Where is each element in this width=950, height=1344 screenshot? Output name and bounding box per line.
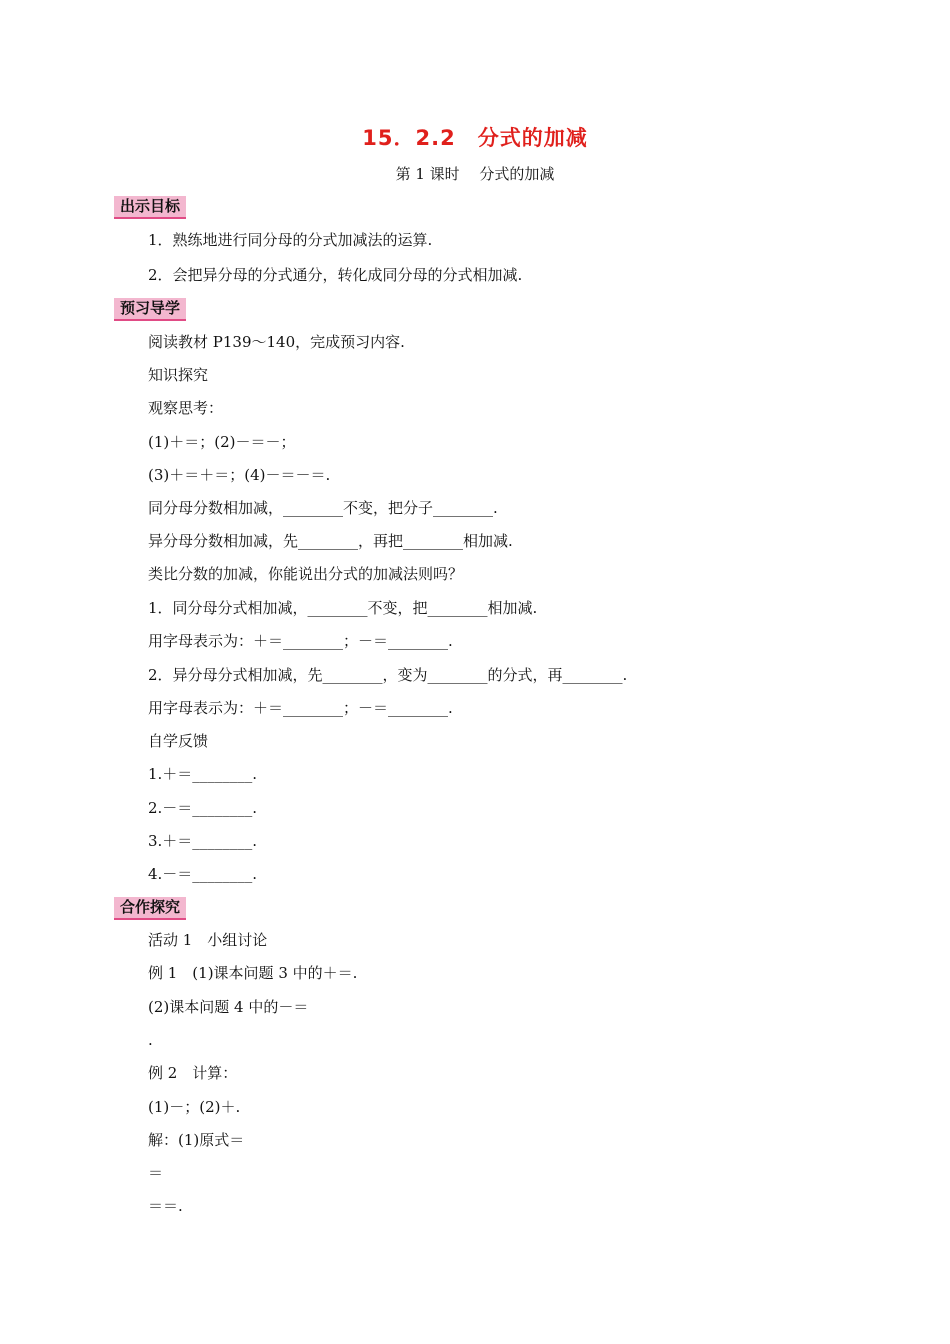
text-line: 2．异分母分式相加减，先________，变为________的分式，再________.: [148, 666, 628, 684]
text-line: 异分母分数相加减，先________，再把________相加减.: [148, 532, 513, 550]
section-header-objectives: 出示目标: [114, 196, 186, 219]
text-line: 自学反馈: [148, 732, 209, 750]
text-line: 例 1 (1)课本问题 3 中的＋＝.: [148, 964, 358, 982]
text-line: (3)＋＝＋＝；(4)－＝－＝.: [148, 466, 331, 484]
text-line: 1．同分母分式相加减，________不变，把________相加减.: [148, 599, 538, 617]
page-title: 15．2.2 分式的加减: [362, 126, 588, 150]
section-header-preview: 预习导学: [114, 298, 186, 321]
text-line: 解：(1)原式＝: [148, 1131, 245, 1149]
text-line: 同分母分数相加减，________不变，把分子________.: [148, 499, 498, 517]
text-line: (1)＋＝；(2)－＝－；: [148, 433, 296, 451]
text-line: 2.－＝________.: [148, 799, 258, 817]
text-line: 3.＋＝________.: [148, 832, 258, 850]
text-line: 观察思考：: [148, 399, 224, 417]
text-line: (1)－；(2)＋.: [148, 1098, 241, 1116]
text-line: 类比分数的加减，你能说出分式的加减法则吗？: [148, 565, 464, 583]
text-line: 活动 1 小组讨论: [148, 931, 268, 949]
text-line: 例 2 计算：: [148, 1064, 238, 1082]
page-subtitle: 第 1 课时 分式的加减: [395, 165, 555, 183]
text-line: 知识探究: [148, 366, 209, 384]
text-line: 用字母表示为：＋＝________；－＝________.: [148, 632, 453, 650]
text-line: 阅读教材 P139～140，完成预习内容.: [148, 333, 405, 351]
text-line: ＝＝.: [148, 1197, 183, 1215]
text-line: 1.＋＝________.: [148, 765, 258, 783]
text-line: .: [148, 1031, 153, 1049]
text-line: (2)课本问题 4 中的－＝: [148, 998, 309, 1016]
text-line: 2．会把异分母的分式通分，转化成同分母的分式相加减.: [148, 266, 523, 284]
section-header-cooperation: 合作探究: [114, 897, 186, 920]
text-line: ＝: [148, 1164, 164, 1182]
text-line: 用字母表示为：＋＝________；－＝________.: [148, 699, 453, 717]
text-line: 4.－＝________.: [148, 865, 258, 883]
text-line: 1．熟练地进行同分母的分式加减法的运算.: [148, 231, 433, 249]
